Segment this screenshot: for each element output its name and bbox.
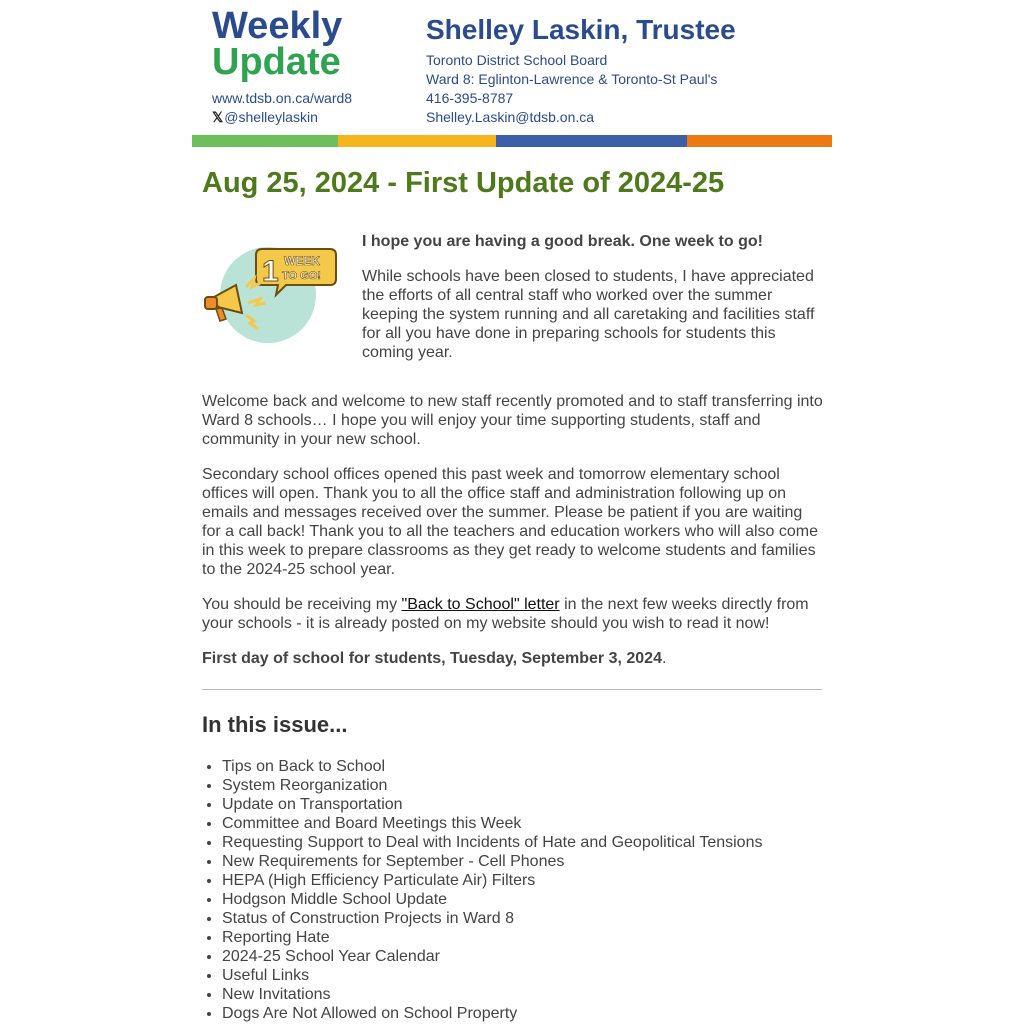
stripe-orange bbox=[687, 135, 832, 147]
issue-item: • Status of Construction Projects in Ward 8 bbox=[222, 909, 762, 928]
issue-item: • Update on Transportation bbox=[222, 795, 762, 814]
offices-paragraph: Secondary school offices opened this past week and tomorrow elementary school offices will open. Thank you to all the office staff and administration following up on emails and messages received over the summer. Please be patient if you are waiting for a call back! Thank you to all the teachers and education workers who will also come in this week to prepare classrooms as they get ready to welcome students and families to the 2024-25 school year. bbox=[202, 466, 819, 578]
badge-week: WEEK bbox=[284, 254, 320, 268]
issue-list bbox=[202, 757, 762, 1023]
color-stripe bbox=[192, 135, 832, 147]
issue-item: • New Invitations bbox=[222, 985, 762, 1004]
issue-item: • Dogs Are Not Allowed on School Property bbox=[222, 1004, 762, 1023]
issue-item: • Requesting Support to Deal with Incidents of Hate and Geopolitical Tensions bbox=[222, 833, 762, 852]
welcome-paragraph: Welcome back and welcome to new staff recently promoted and to staff transferring into Ward 8 schools… I hope you will enjoy your time supporting students, staff and community in your new school. bbox=[202, 393, 823, 448]
ward-name: Ward 8: Eglinton-Lawrence & Toronto-St Paul's bbox=[426, 71, 718, 87]
logo-update: Update bbox=[212, 41, 341, 83]
letter-paragraph bbox=[202, 595, 824, 633]
issue-item: • Tips on Back to School bbox=[222, 757, 762, 776]
first-day-period: . bbox=[661, 650, 667, 667]
section-divider bbox=[202, 689, 822, 690]
stripe-green bbox=[192, 135, 338, 147]
stripe-blue bbox=[496, 135, 687, 147]
x-logo-icon: 𝕏 bbox=[212, 109, 224, 125]
issue-item: • Reporting Hate bbox=[222, 928, 762, 947]
issue-item: • Useful Links bbox=[222, 966, 762, 985]
badge-number: 1 bbox=[262, 255, 279, 288]
email-link[interactable]: Shelley.Laskin@tdsb.on.ca bbox=[426, 109, 595, 125]
issue-item: • New Requirements for September - Cell Phones bbox=[222, 852, 762, 871]
issue-item: • System Reorganization bbox=[222, 776, 762, 795]
trustee-name: Shelley Laskin, Trustee bbox=[426, 14, 736, 45]
article-title: Aug 25, 2024 - First Update of 2024-25 bbox=[202, 167, 725, 199]
issue-item: • HEPA (High Efficiency Particulate Air) Filters bbox=[222, 871, 762, 890]
first-day-paragraph bbox=[202, 649, 824, 668]
intro-paragraph: While schools have been closed to students, I have appreciated the efforts of all central staff who worked over the summer keeping the system running and all caretaking and facilities staff for all you have done in preparing schools for students this coming year. bbox=[362, 268, 815, 361]
x-handle: @shelleylaskin bbox=[224, 109, 318, 125]
issue-item: • 2024-25 School Year Calendar bbox=[222, 947, 762, 966]
logo-weekly: Weekly bbox=[212, 5, 343, 47]
newsletter-logo bbox=[212, 5, 343, 83]
issue-item: • Hodgson Middle School Update bbox=[222, 890, 762, 909]
intro-heading: I hope you are having a good break. One week to go! bbox=[362, 233, 763, 250]
board-name: Toronto District School Board bbox=[426, 52, 608, 68]
newsletter-header bbox=[192, 0, 832, 135]
x-handle-link[interactable] bbox=[212, 108, 352, 127]
letter-text-after: in the next few weeks directly from your schools - it is already posted on my website should you wish to read it now! bbox=[202, 596, 809, 632]
stripe-yellow bbox=[338, 135, 496, 147]
phone-number: 416-395-8787 bbox=[426, 90, 514, 106]
one-week-to-go-image bbox=[202, 237, 342, 347]
badge-to-go: TO GO! bbox=[282, 270, 321, 282]
issue-item: • Committee and Board Meetings this Week bbox=[222, 814, 762, 833]
issue-heading: In this issue... bbox=[202, 712, 348, 737]
website-link[interactable]: www.tdsb.on.ca/ward8 bbox=[212, 90, 353, 106]
back-to-school-letter-link[interactable]: "Back to School" letter bbox=[401, 596, 560, 613]
letter-text-before: You should be receiving my bbox=[202, 596, 402, 613]
first-day-text: First day of school for students, Tuesday, September 3, 2024 bbox=[202, 650, 662, 667]
